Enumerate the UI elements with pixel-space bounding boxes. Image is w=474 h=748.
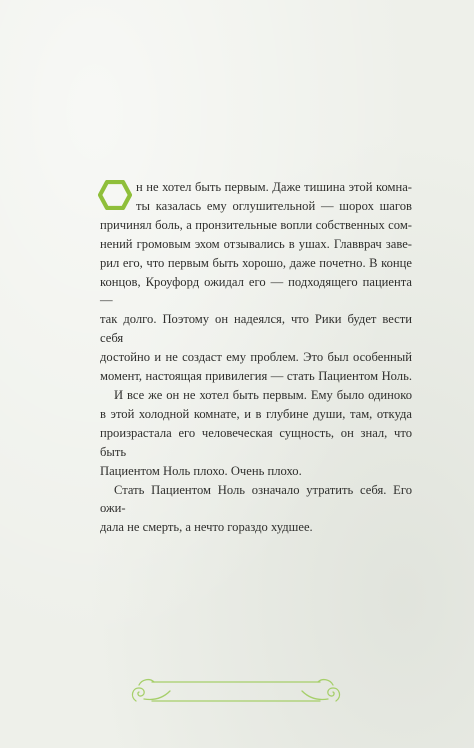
text-line: произрастала его человеческая сущность, он знал, что быть (100, 425, 412, 459)
paragraph-1 (100, 178, 412, 386)
text-line: ты казалась ему оглушительной — шорох шагов (136, 198, 412, 213)
paragraph-3 (100, 481, 412, 538)
chapter-text (100, 178, 412, 537)
text-line: О н не хотел быть первым. Даже тишина этой комна- (100, 178, 412, 197)
drop-cap-o (98, 180, 132, 210)
text-line: концов, Кроуфорд ожидал его — подходящего пациента — (100, 274, 412, 308)
text-line: Стать Пациентом Ноль означало утратить себя. Его ожи- (100, 482, 412, 516)
flourish-ornament-icon (126, 675, 346, 709)
paragraph-2 (100, 386, 412, 481)
text-line: нений громовым эхом отзывались в ушах. Главврач заве- (100, 236, 412, 251)
text-line: в этой холодной комнате, и в глубине души, там, откуда (100, 406, 412, 421)
svg-text:О: О (98, 180, 99, 181)
text-line: дала не смерть, а нечто гораздо худшее. (100, 520, 313, 535)
text-line: Пациентом Ноль плохо. Очень плохо. (100, 463, 302, 478)
text-line: рил его, что первым быть хорошо, даже почетно. В конце (100, 255, 412, 270)
text-line: достойно и не создаст ему проблем. Это был особенный (100, 350, 412, 365)
text-line: причинял боль, а пронзительные вопли собственных сом- (100, 217, 412, 232)
text-line: момент, настоящая привилегия — стать Пациентом Ноль. (100, 369, 412, 384)
text-line: так долго. Поэтому он надеялся, что Рики будет вести себя (100, 312, 412, 346)
text-line: И все же он не хотел быть первым. Ему было одиноко (114, 387, 412, 402)
